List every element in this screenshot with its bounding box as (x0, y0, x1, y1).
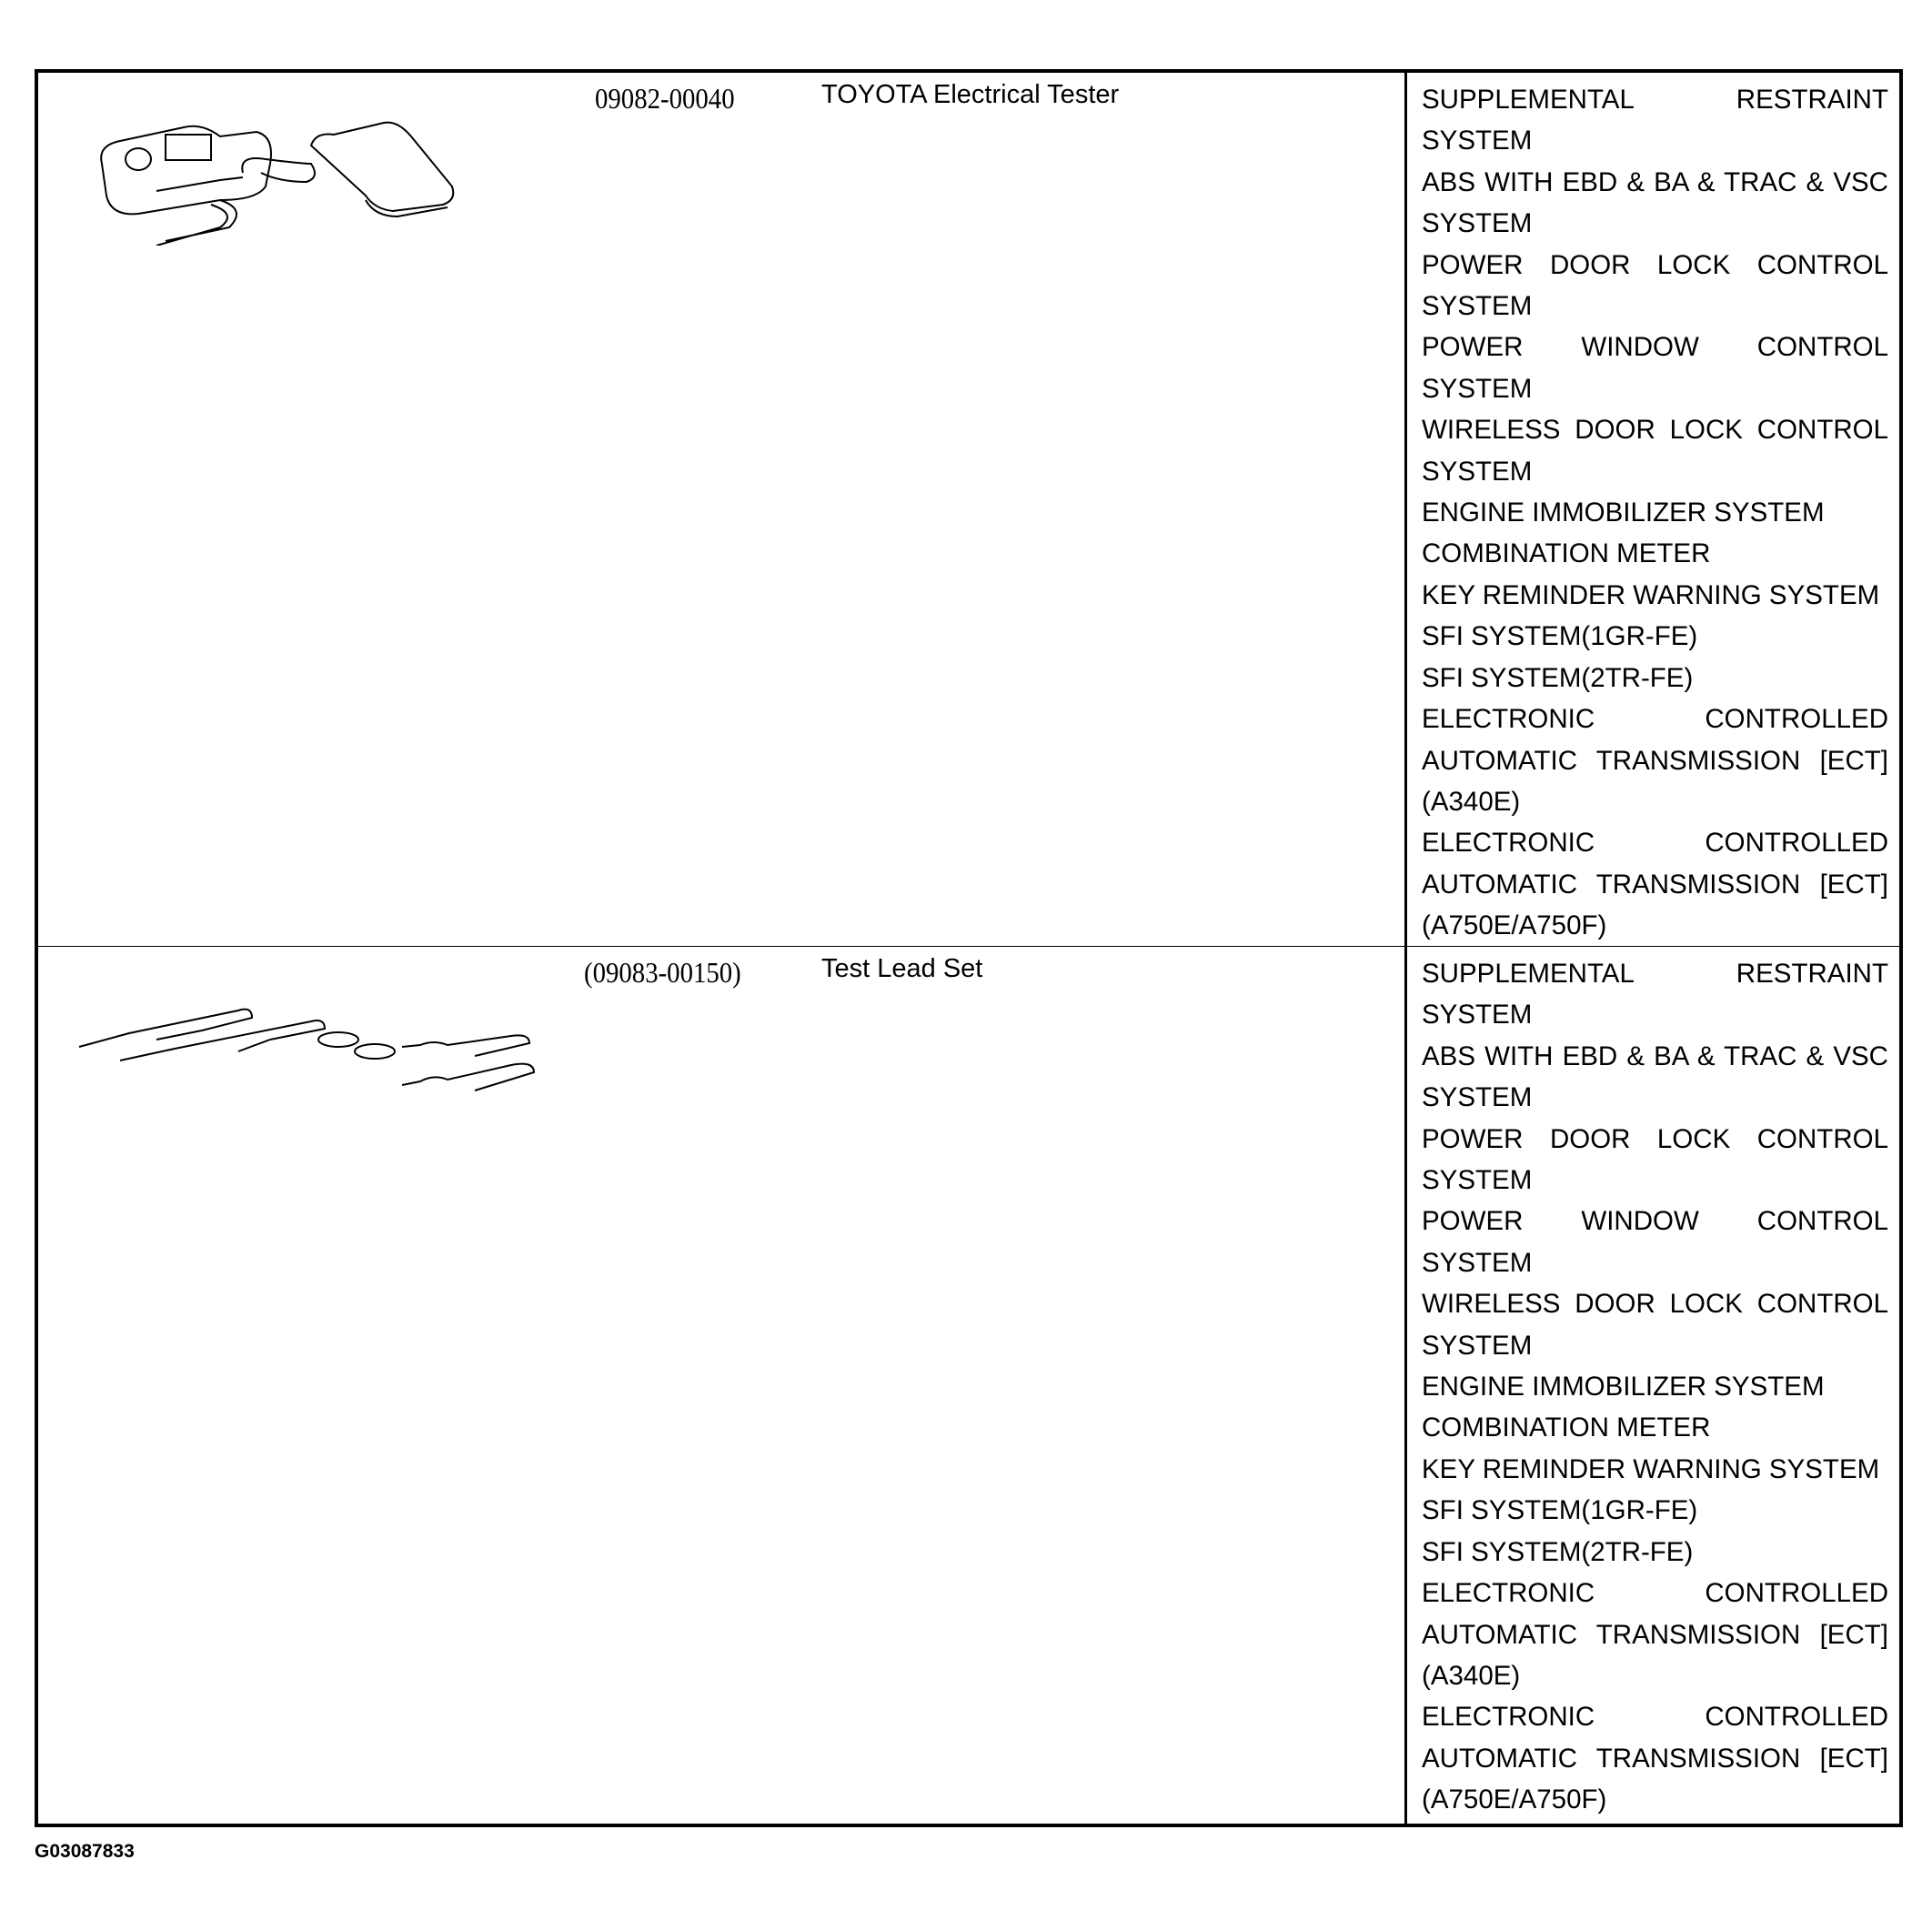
figure-id: G03087833 (35, 1841, 135, 1862)
system-item: COMBINATION METER (1422, 1412, 1711, 1443)
system-item: ENGINE IMMOBILIZER SYSTEM (1422, 498, 1825, 528)
system-item: POWER DOOR LOCK CONTROL SYSTEM (1422, 249, 1888, 322)
tool-row-electrical-tester (38, 73, 1899, 947)
tool-row-test-lead-set (38, 947, 1899, 1824)
system-item: SFI SYSTEM(2TR-FE) (1422, 1536, 1694, 1567)
column-divider (1404, 947, 1407, 1824)
part-number: (09083-00150) (584, 956, 741, 989)
system-item: SFI SYSTEM(1GR-FE) (1422, 1495, 1698, 1526)
electrical-tester-illustration (84, 109, 529, 246)
column-divider (1404, 73, 1407, 946)
tool-name: TOYOTA Electrical Tester (821, 80, 1120, 109)
applicable-systems-list (1422, 79, 1888, 947)
system-item: ELECTRONIC CONTROLLED AUTOMATIC TRANSMISSION [ECT](A340E) (1422, 1578, 1888, 1691)
system-item: POWER WINDOW CONTROL SYSTEM (1422, 1206, 1888, 1278)
system-item: ELECTRONIC CONTROLLED AUTOMATIC TRANSMISSION [ECT](A750E/A750F) (1422, 1702, 1888, 1815)
applicable-systems-list (1422, 953, 1888, 1821)
system-item: POWER DOOR LOCK CONTROL SYSTEM (1422, 1123, 1888, 1196)
system-item: WIRELESS DOOR LOCK CONTROL SYSTEM (1422, 1289, 1888, 1361)
system-item: ELECTRONIC CONTROLLED AUTOMATIC TRANSMISSION [ECT](A750E/A750F) (1422, 828, 1888, 941)
system-item: COMBINATION METER (1422, 538, 1711, 569)
system-item: KEY REMINDER WARNING SYSTEM (1422, 579, 1880, 610)
tool-name: Test Lead Set (821, 954, 983, 983)
system-item: SFI SYSTEM(1GR-FE) (1422, 621, 1698, 652)
system-item: ABS WITH EBD & BA & TRAC & VSC SYSTEM (1422, 1040, 1888, 1113)
system-item: ELECTRONIC CONTROLLED AUTOMATIC TRANSMISSION [ECT](A340E) (1422, 704, 1888, 817)
system-item: POWER WINDOW CONTROL SYSTEM (1422, 332, 1888, 404)
system-item: SUPPLEMENTAL RESTRAINT SYSTEM (1422, 85, 1888, 156)
system-item: SFI SYSTEM(2TR-FE) (1422, 662, 1694, 693)
system-item: WIRELESS DOOR LOCK CONTROL SYSTEM (1422, 415, 1888, 487)
system-item: ENGINE IMMOBILIZER SYSTEM (1422, 1372, 1825, 1402)
system-item: KEY REMINDER WARNING SYSTEM (1422, 1453, 1880, 1484)
system-item: SUPPLEMENTAL RESTRAINT SYSTEM (1422, 959, 1888, 1030)
test-lead-set-illustration (75, 983, 548, 1101)
part-number: 09082-00040 (595, 82, 735, 115)
special-tools-table (35, 69, 1903, 1827)
system-item: ABS WITH EBD & BA & TRAC & VSC SYSTEM (1422, 166, 1888, 239)
